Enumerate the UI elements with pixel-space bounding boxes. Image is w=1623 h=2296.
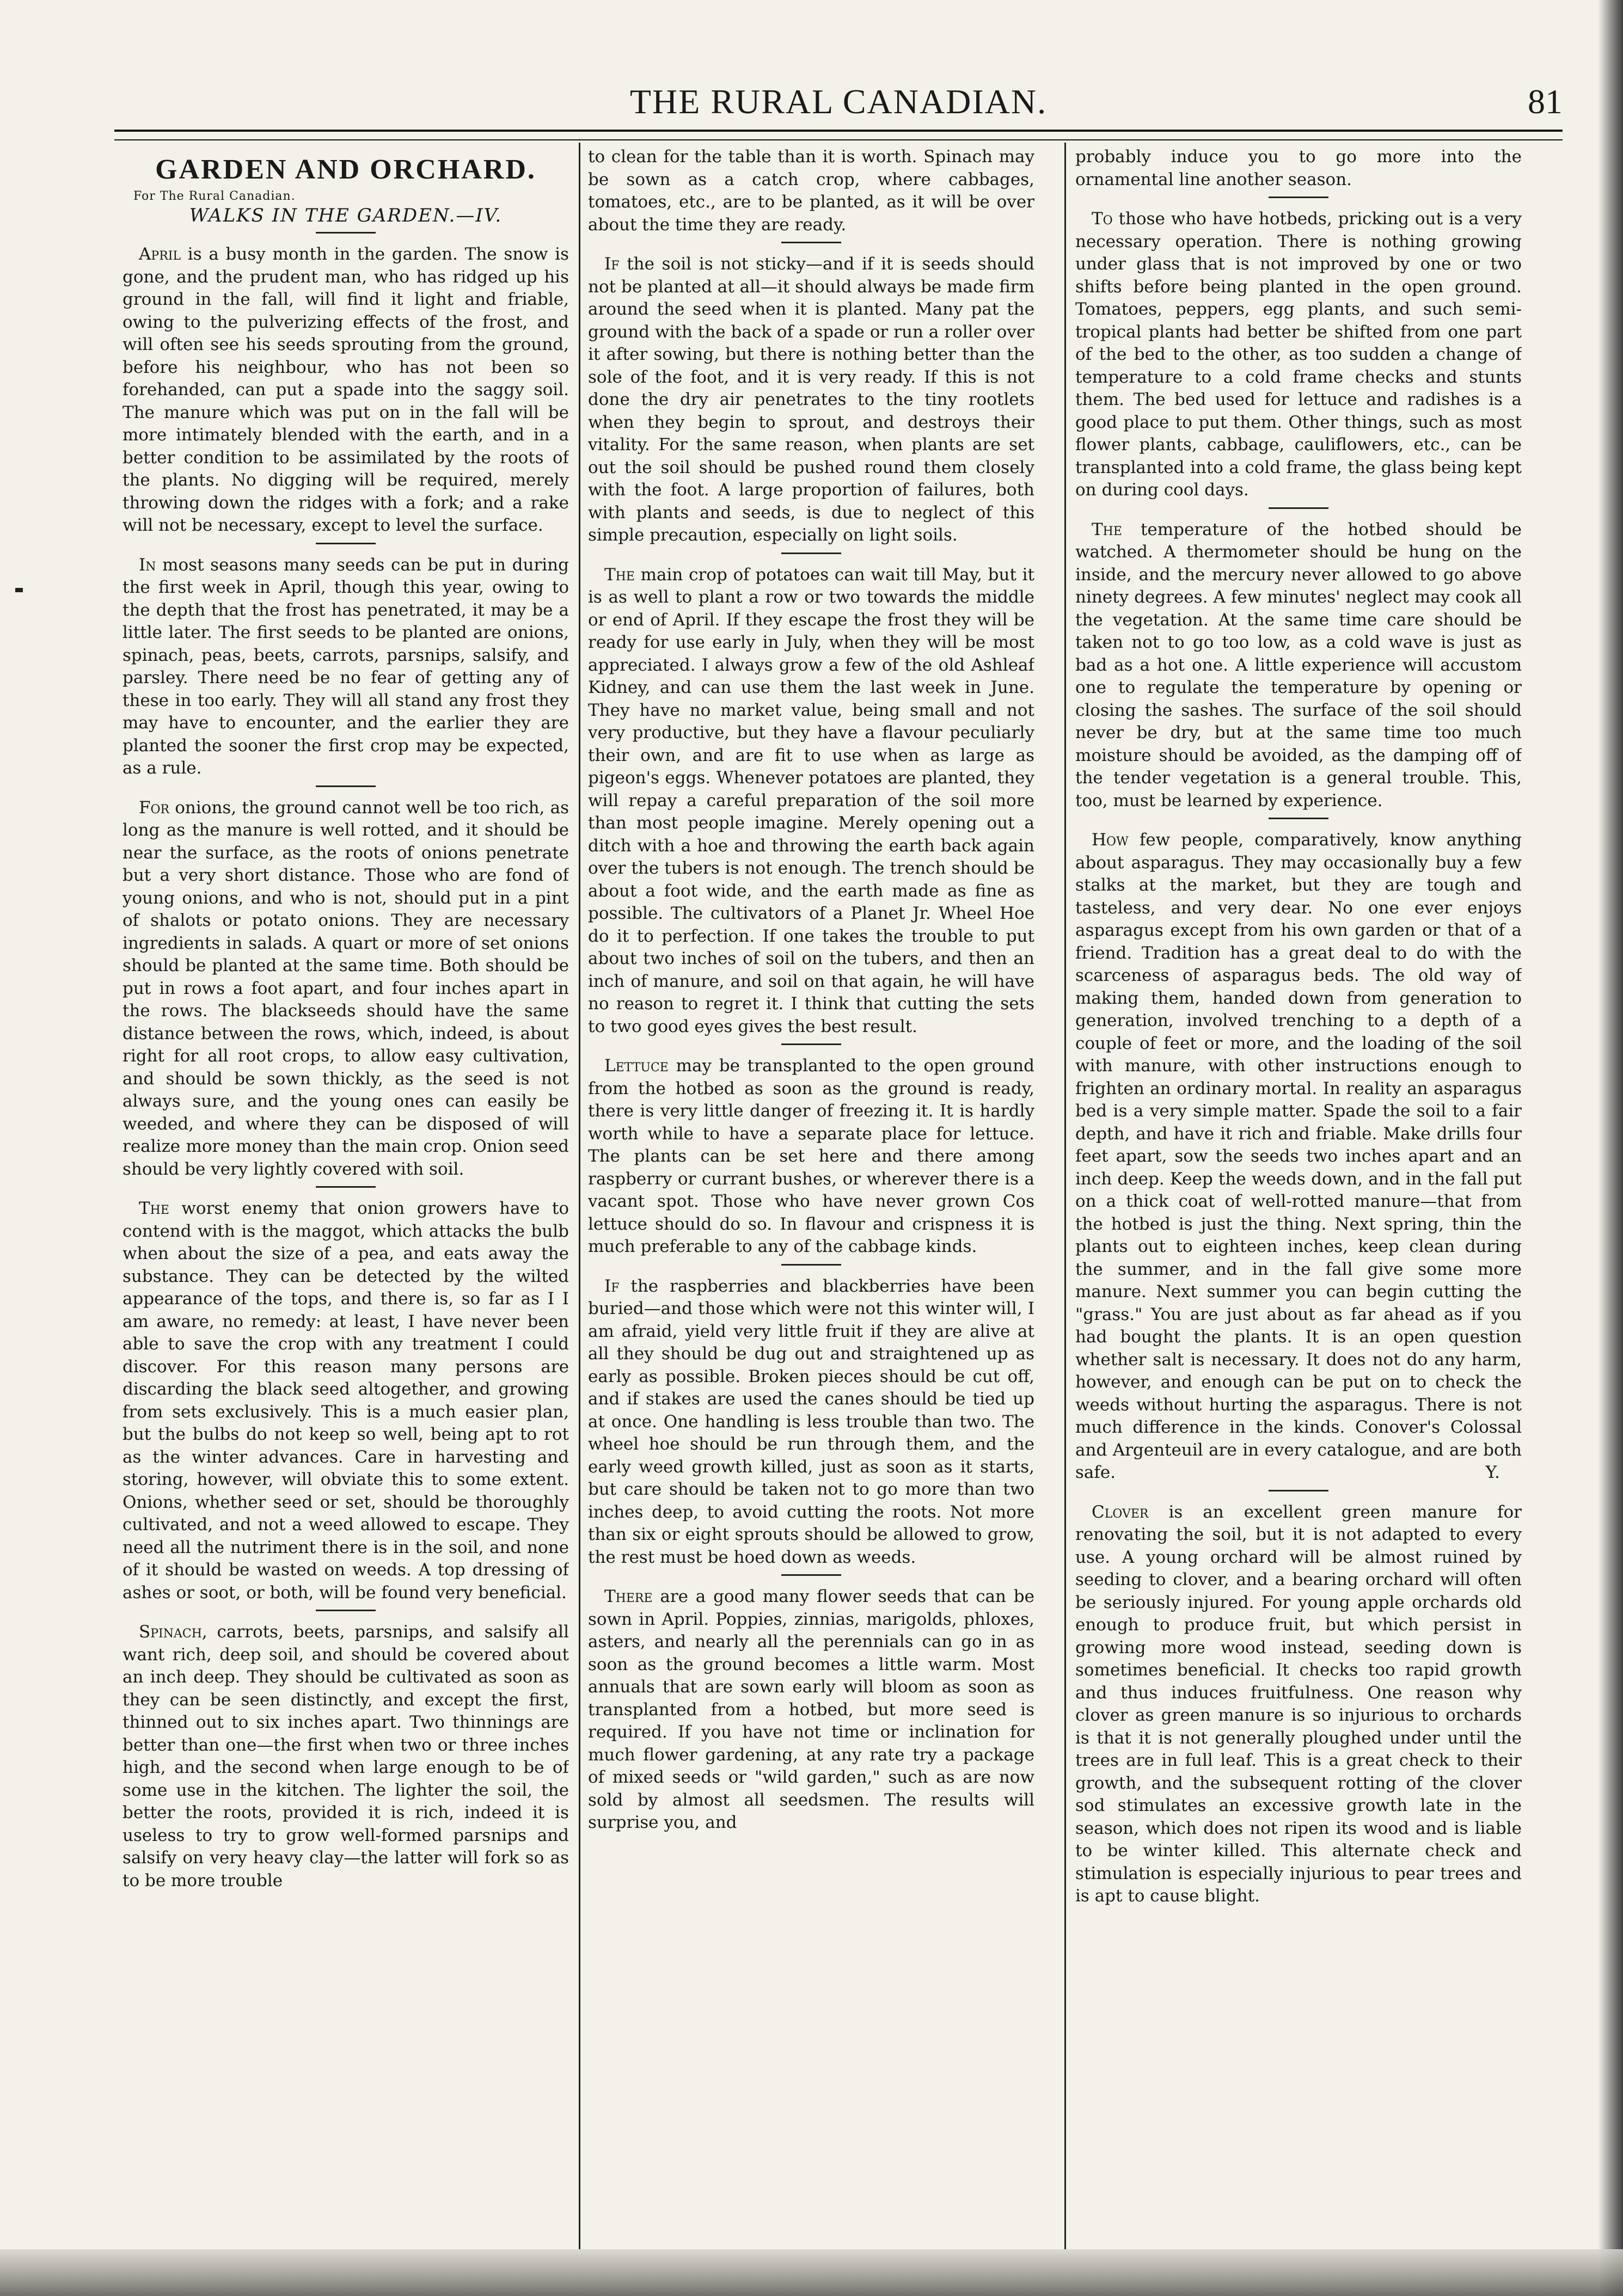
column-3	[1075, 146, 1522, 2247]
separator-rule	[1269, 197, 1328, 198]
scan-bottom-edge	[0, 2249, 1623, 2296]
paragraph: In most seasons many seeds can be put in during the first week in April, though this year, owing to the depth that the frost has penetrated, it may be a little later. The first seeds to be planted are onions, spinach, peas, beets, carrots, parsnips, salsify, and parsley. There need be no fear of getting any of these in too early. They will all stand any frost they may have to encounter, and the earlier they are planted the sooner the first crop may be expected, as a rule.	[123, 555, 569, 778]
paragraph: If the raspberries and blackberries have been buried—and those which were not this winter will, I am afraid, yield very little fruit if they are alive at all they should be dug out and straightened up as early as possible. Broken pieces should be cut off, and if stakes are used the canes should be tied up at once. One handling is less trouble than two. The wheel hoe should be run through them, and the early weed growth killed, just as soon as it starts, but care should be taken not to go more than two inches deep, to avoid cutting the roots. Not more than six or eight sprouts should be allowed to grow, the rest must be hoed down as weeds.	[588, 1276, 1034, 1567]
separator-rule	[781, 552, 841, 554]
byline: For The Rural Canadian.	[133, 189, 296, 203]
paragraph: To those who have hotbeds, pricking out is a very necessary operation. There is nothing growing under glass that is not improved by one or two shifts before being planted in the open ground. Tomatoes, peppers, egg plants, and such semi-tropical plants had better be shifted from one part of the bed to the other, as too sudden a change of temperature to a cold frame checks and stunts them. The bed used for lettuce and radishes is a good place to put them. Other things, such as most flower plants, cabbage, cauliflowers, etc., can be transplanted into a cold frame, the glass being kept on during cool days.	[1075, 209, 1522, 500]
scan-edge	[1598, 0, 1623, 2296]
separator-rule	[1269, 818, 1328, 819]
header-rule	[114, 130, 1563, 140]
separator-rule	[781, 1574, 841, 1576]
paragraph: The worst enemy that onion growers have to contend with is the maggot, which attacks the bulb when about the size of a pea, and eats away the substance. They can be detected by the wilted appearance of the tops, and there is, so far as I I am aware, no remedy: at least, I have never been able to save the crop with any treatment I could discover. For this reason many persons are discarding the black seed altogether, and growing from sets exclusively. This is a much easier plan, but the bulbs do not keep so well, being apt to rot as the winter advances. Care in harvesting and storing, however, will obviate this to some extent. Onions, whether seed or set, should be thoroughly cultivated, and not a weed allowed to escape. They need all the nutriment there is in the soil, and none of it should be wasted on weeds. A top dressing of ashes or soot, or both, will be found very beneficial.	[123, 1199, 569, 1603]
separator-rule	[1269, 507, 1328, 509]
paragraph: The main crop of potatoes can wait till May, but it is as well to plant a row or two towards the middle or end of April. If they escape the frost they will be ready for use early in July, when they will be most appreciated. I always grow a few of the old Ashleaf Kidney, and can use them the last week in June. They have no market value, being small and not very productive, but they have a flavour peculiarly their own, and are fit to use when as large as pigeon's eggs. Whenever potatoes are planted, they will repay a careful preparation of the soil more than most people imagine. Merely opening out a ditch with a hoe and throwing the earth back again over the tubers is not enough. The trench should be about a foot wide, and the earth made as fine as possible. The cultivators of a Planet Jr. Wheel Hoe do it to perfection. If one takes the trouble to put about two inches of soil on the tubers, and then an inch of manure, and soil on that again, he will have no reason to regret it. I think that cutting the sets to two good eyes gives the best result.	[588, 564, 1034, 1036]
paragraph: Spinach, carrots, beets, parsnips, and salsify all want rich, deep soil, and should be covered about an inch deep. They should be cultivated as soon as they can be seen distinctly, and except the first, thinned out to six inches apart. Two thinnings are better than one—the first when two or three inches high, and the second when large enough to be of some use in the kitchen. The lighter the soil, the better the roots, provided it is rich, indeed it is useless to try to grow well-formed parsnips and salsify on very heavy clay—the latter will fork so as to be more trouble	[123, 1622, 569, 1890]
column-divider	[579, 143, 580, 2249]
page-header	[114, 82, 1563, 131]
author-signature: Y.	[1485, 1463, 1500, 1482]
paragraph: If the soil is not sticky—and if it is seeds should not be planted at all—it should always be made firm around the seed when it is planted. Many pat the ground with the back of a spade or run a roller over it after sowing, but there is nothing better than the sole of the foot, and it is very ready. If this is not done the dry air penetrates to the tiny rootlets when they begin to sprout, and destroys their vitality. For the same reason, when plants are set out the soil should be pushed round them closely with the foot. A large proportion of failures, both with plants and seeds, is due to neglect of this simple precaution, especially on light soils.	[588, 254, 1034, 545]
column-2	[588, 146, 1034, 2247]
separator-rule	[781, 1264, 841, 1266]
article-subheading: WALKS IN THE GARDEN.—IV.	[189, 205, 503, 226]
paragraph: For onions, the ground cannot well be too rich, as long as the manure is well rotted, and it should be near the surface, as the roots of onions penetrate but a very short distance. Those who are fond of young onions, and who is not, should put in a pint of shalots or potato onions. They are necessary ingredients in salads. A quart or more of set onions should be planted at the same time. Both should be put in rows a foot apart, and four inches apart in the rows. The blackseeds should have the same distance between the rows, which, indeed, is about right for all root crops, to allow easy cultivation, and should be sown thickly, as the seed is not always sure, and the young ones can easily be weeded, and where they can be disposed of will realize more money than the main crop. Onion seed should be very lightly covered with soil.	[123, 797, 569, 1179]
paragraph: How few people, comparatively, know anything about asparagus. They may occasionally buy a few stalks at the market, but they are tough and tasteless, and very dear. No one ever enjoys asparagus except from his own garden or that of a friend. Tradition has a great deal to do with the scarceness of asparagus beds. The old way of making them, handed down from generation to generation, involved trenching to a depth of a couple of feet or more, and the loading of the soil with manure, with other instructions enough to frighten an ordinary mortal. In reality an asparagus bed is a very simple matter. Spade the soil to a fair depth, and have it rich and friable. Make drills four feet apart, sow the seeds two inches apart and an inch deep. Keep the weeds down, and in the fall put on a thick coat of well-rotted manure—that from the hotbed is just the thing. Next spring, thin the plants out to eighteen inches, keep clean during the summer, and in the fall give some more manure. Next summer you can begin cutting the "grass." You are just about as far ahead as if you had bought the plants. It is an open question whether salt is necessary. It does not do any harm, however, and enough can be put on to check the weeds without hurting the asparagus. There is not much difference in the kinds. Conover's Colossal and Argenteuil are in every catalogue, and are both safe. Y.	[1075, 829, 1522, 1484]
paragraph: Lettuce may be transplanted to the open ground from the hotbed as soon as the ground is ready, there is very little danger of freezing it. It is hardly worth while to have a separate place for lettuce. The plants can be set here and there among raspberry or currant bushes, or wherever there is a vacant spot. Those who have never grown Cos lettuce should do so. In flavour and crispness it is much preferable to any of the cabbage kinds.	[588, 1056, 1034, 1256]
paragraph: The temperature of the hotbed should be watched. A thermometer should be hung on the inside, and the mercury never allowed to go above ninety degrees. A few minutes' neglect may cook all the vegetation. At the same time care should be taken not to go too low, as a cold wave is just as bad as a hot one. A little experience will accustom one to regulate the temperature by opening or closing the sashes. The surface of the soil should never be dry, but at the same time too much moisture should be avoided, as the damping off of the tender vegetation is a general trouble. This, too, must be learned by experience.	[1075, 519, 1522, 811]
paragraph: April is a busy month in the garden. The snow is gone, and the prudent man, who has ridged up his ground in the fall, will find it light and friable, owing to the pulverizing effects of the frost, and will often see his seeds sprouting from the ground, before his neighbour, who has not been so forehanded, can put a spade into the saggy soil. The manure which was put on in the fall will be more intimately blended with the earth, and in a better condition to be assimilated by the roots of the plants. No digging will be required, merely throwing down the ridges with a fork; and a rake will not be necessary, except to level the surface.	[123, 244, 569, 535]
separator-rule	[1269, 1490, 1328, 1491]
page-number: 81	[1528, 82, 1563, 121]
column-divider	[1064, 143, 1066, 2249]
paragraph: There are a good many flower seeds that can be sown in April. Poppies, zinnias, marigolds, phloxes, asters, and nearly all the perennials can go in as soon as the ground becomes a little warm. Most annuals that are sown early will bloom as soon as transplanted from a hotbed, but more seed is required. If you have not time or inclination for much flower gardening, at any rate try a package of mixed seeds or "wild garden," such as are now sold by almost all seedsmen. The results will surprise you, and	[588, 1587, 1034, 1832]
paragraph: to clean for the table than it is worth. Spinach may be sown as a catch crop, where cabbages, tomatoes, etc., are to be planted, as it will be over about the time they are ready.	[588, 147, 1034, 235]
separator-rule	[316, 543, 376, 544]
column-1	[123, 146, 569, 2247]
separator-rule	[316, 1186, 376, 1188]
separator-rule	[316, 232, 376, 234]
scan-speck	[15, 588, 23, 592]
separator-rule	[781, 1043, 841, 1045]
section-heading: GARDEN AND ORCHARD.	[155, 154, 536, 185]
paragraph: Clover is an excellent green manure for renovating the soil, but it is not adapted to every use. A young orchard will be almost ruined by seeding to clover, and a bearing orchard will often be seriously injured. For young apple orchards old enough to produce fruit, but which persist in growing more wood instead, seeding down is sometimes beneficial. It checks too rapid growth and thus induces fruitfulness. One reason why clover as green manure is so injurious to orchards is that it is not generally ploughed under until the trees are in full leaf. This is a great check to their growth, and the subsequent rotting of the clover sod stimulates an excessive growth late in the season, which does not ripen its wood and is liable to be winter killed. This alternate check and stimulation is especially injurious to pear trees and is apt to cause blight.	[1075, 1502, 1522, 1906]
separator-rule	[316, 1610, 376, 1611]
paragraph: probably induce you to go more into the ornamental line another season.	[1075, 147, 1522, 189]
separator-rule	[781, 242, 841, 243]
separator-rule	[316, 785, 376, 787]
newspaper-title: THE RURAL CANADIAN.	[629, 82, 1048, 121]
